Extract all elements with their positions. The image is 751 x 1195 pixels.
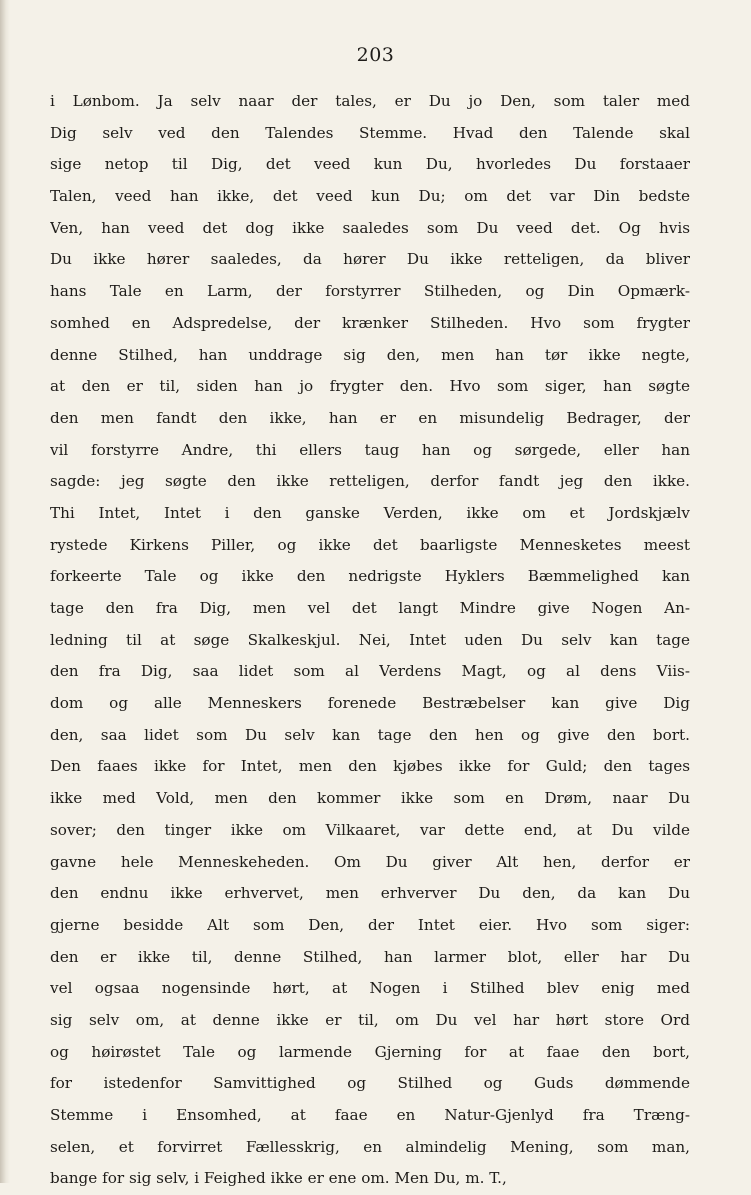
text-line: Talen, veed han ikke, det veed kun Du; om det var Din bedste	[50, 187, 690, 206]
text-line: den, saa lidet som Du selv kan tage den hen og give den bort.	[50, 725, 690, 744]
text-line: hans Tale en Larm, der forstyrrer Stilheden, og Din Opmærk-	[50, 282, 690, 301]
text-line: den men fandt den ikke, han er en misundelig Bedrager, der	[50, 408, 690, 427]
text-line: sagde: jeg søgte den ikke retteligen, derfor fandt jeg den ikke.	[50, 472, 690, 491]
text-line: selen, et forvirret Fællesskrig, en almindelig Mening, som man,	[50, 1137, 690, 1156]
text-line: Den faaes ikke for Intet, men den kjøbes ikke for Guld; den tages	[50, 757, 690, 776]
text-line: ledning til at søge Skalkeskjul. Nei, Intet uden Du selv kan tage	[50, 630, 690, 649]
page-number: 203	[356, 44, 395, 66]
text-line: vel ogsaa nogensinde hørt, at Nogen i Stilhed blev enig med	[50, 979, 690, 998]
text-line: sig selv om, at denne ikke er til, om Du vel har hørt store Ord	[50, 1010, 690, 1029]
text-line: dom og alle Menneskers forenede Bestræbelser kan give Dig	[50, 694, 690, 713]
text-line: Thi Intet, Intet i den ganske Verden, ikke om et Jordskjælv	[50, 503, 690, 522]
text-line: ikke med Vold, men den kommer ikke som en Drøm, naar Du	[50, 789, 690, 808]
text-line: i Lønbom. Ja selv naar der tales, er Du jo Den, som taler med	[50, 92, 690, 110]
page-edge	[0, 0, 10, 1183]
text-line: gavne hele Menneskeheden. Om Du giver Alt hen, derfor er	[50, 852, 690, 871]
text-line: gjerne besidde Alt som Den, der Intet eier. Hvo som siger:	[50, 915, 690, 934]
text-line: Ven, han veed det dog ikke saaledes som Du veed det. Og hvis	[50, 218, 690, 237]
text-line: den endnu ikke erhvervet, men erhverver Du den, da kan Du	[50, 884, 690, 903]
text-line: Du ikke hører saaledes, da hører Du ikke retteligen, da bliver	[50, 250, 690, 269]
text-line: denne Stilhed, han unddrage sig den, men han tør ikke negte,	[50, 345, 690, 364]
text-line: tage den fra Dig, men vel det langt Mindre give Nogen An-	[50, 599, 690, 617]
text-line: sover; den tinger ikke om Vilkaaret, var dette end, at Du vilde	[50, 820, 690, 839]
text-line: sige netop til Dig, det veed kun Du, hvorledes Du forstaaer	[50, 155, 690, 174]
text-line: somhed en Adspredelse, der krænker Stilheden. Hvo som frygter	[50, 313, 690, 332]
text-line: rystede Kirkens Piller, og ikke det baarligste Mennesketes meest	[50, 535, 690, 554]
text-line: den er ikke til, denne Stilhed, han larmer blot, eller har Du	[50, 947, 690, 966]
text-line: den fra Dig, saa lidet som al Verdens Magt, og al dens Viis-	[50, 662, 690, 681]
text-line: Dig selv ved den Talendes Stemme. Hvad den Talende skal	[50, 123, 690, 142]
text-line: for istedenfor Samvittighed og Stilhed og Guds dømmende	[50, 1074, 690, 1093]
text-line: bange for sig selv, i Feighed ikke er ene om. Men Du, m. T.,	[50, 1169, 507, 1188]
text-line: forkeerte Tale og ikke den nedrigste Hyklers Bæmmelighed kan	[50, 567, 690, 586]
text-line: at den er til, siden han jo frygter den. Hvo som siger, han søgte	[50, 377, 690, 396]
text-line: og høirøstet Tale og larmende Gjerning for at faae den bort,	[50, 1042, 690, 1061]
text-line: vil forstyrre Andre, thi ellers taug han og sørgede, eller han	[50, 440, 690, 459]
text-line: Stemme i Ensomhed, at faae en Natur-Gjenlyd fra Træng-	[50, 1106, 690, 1124]
body-text	[50, 86, 690, 1195]
